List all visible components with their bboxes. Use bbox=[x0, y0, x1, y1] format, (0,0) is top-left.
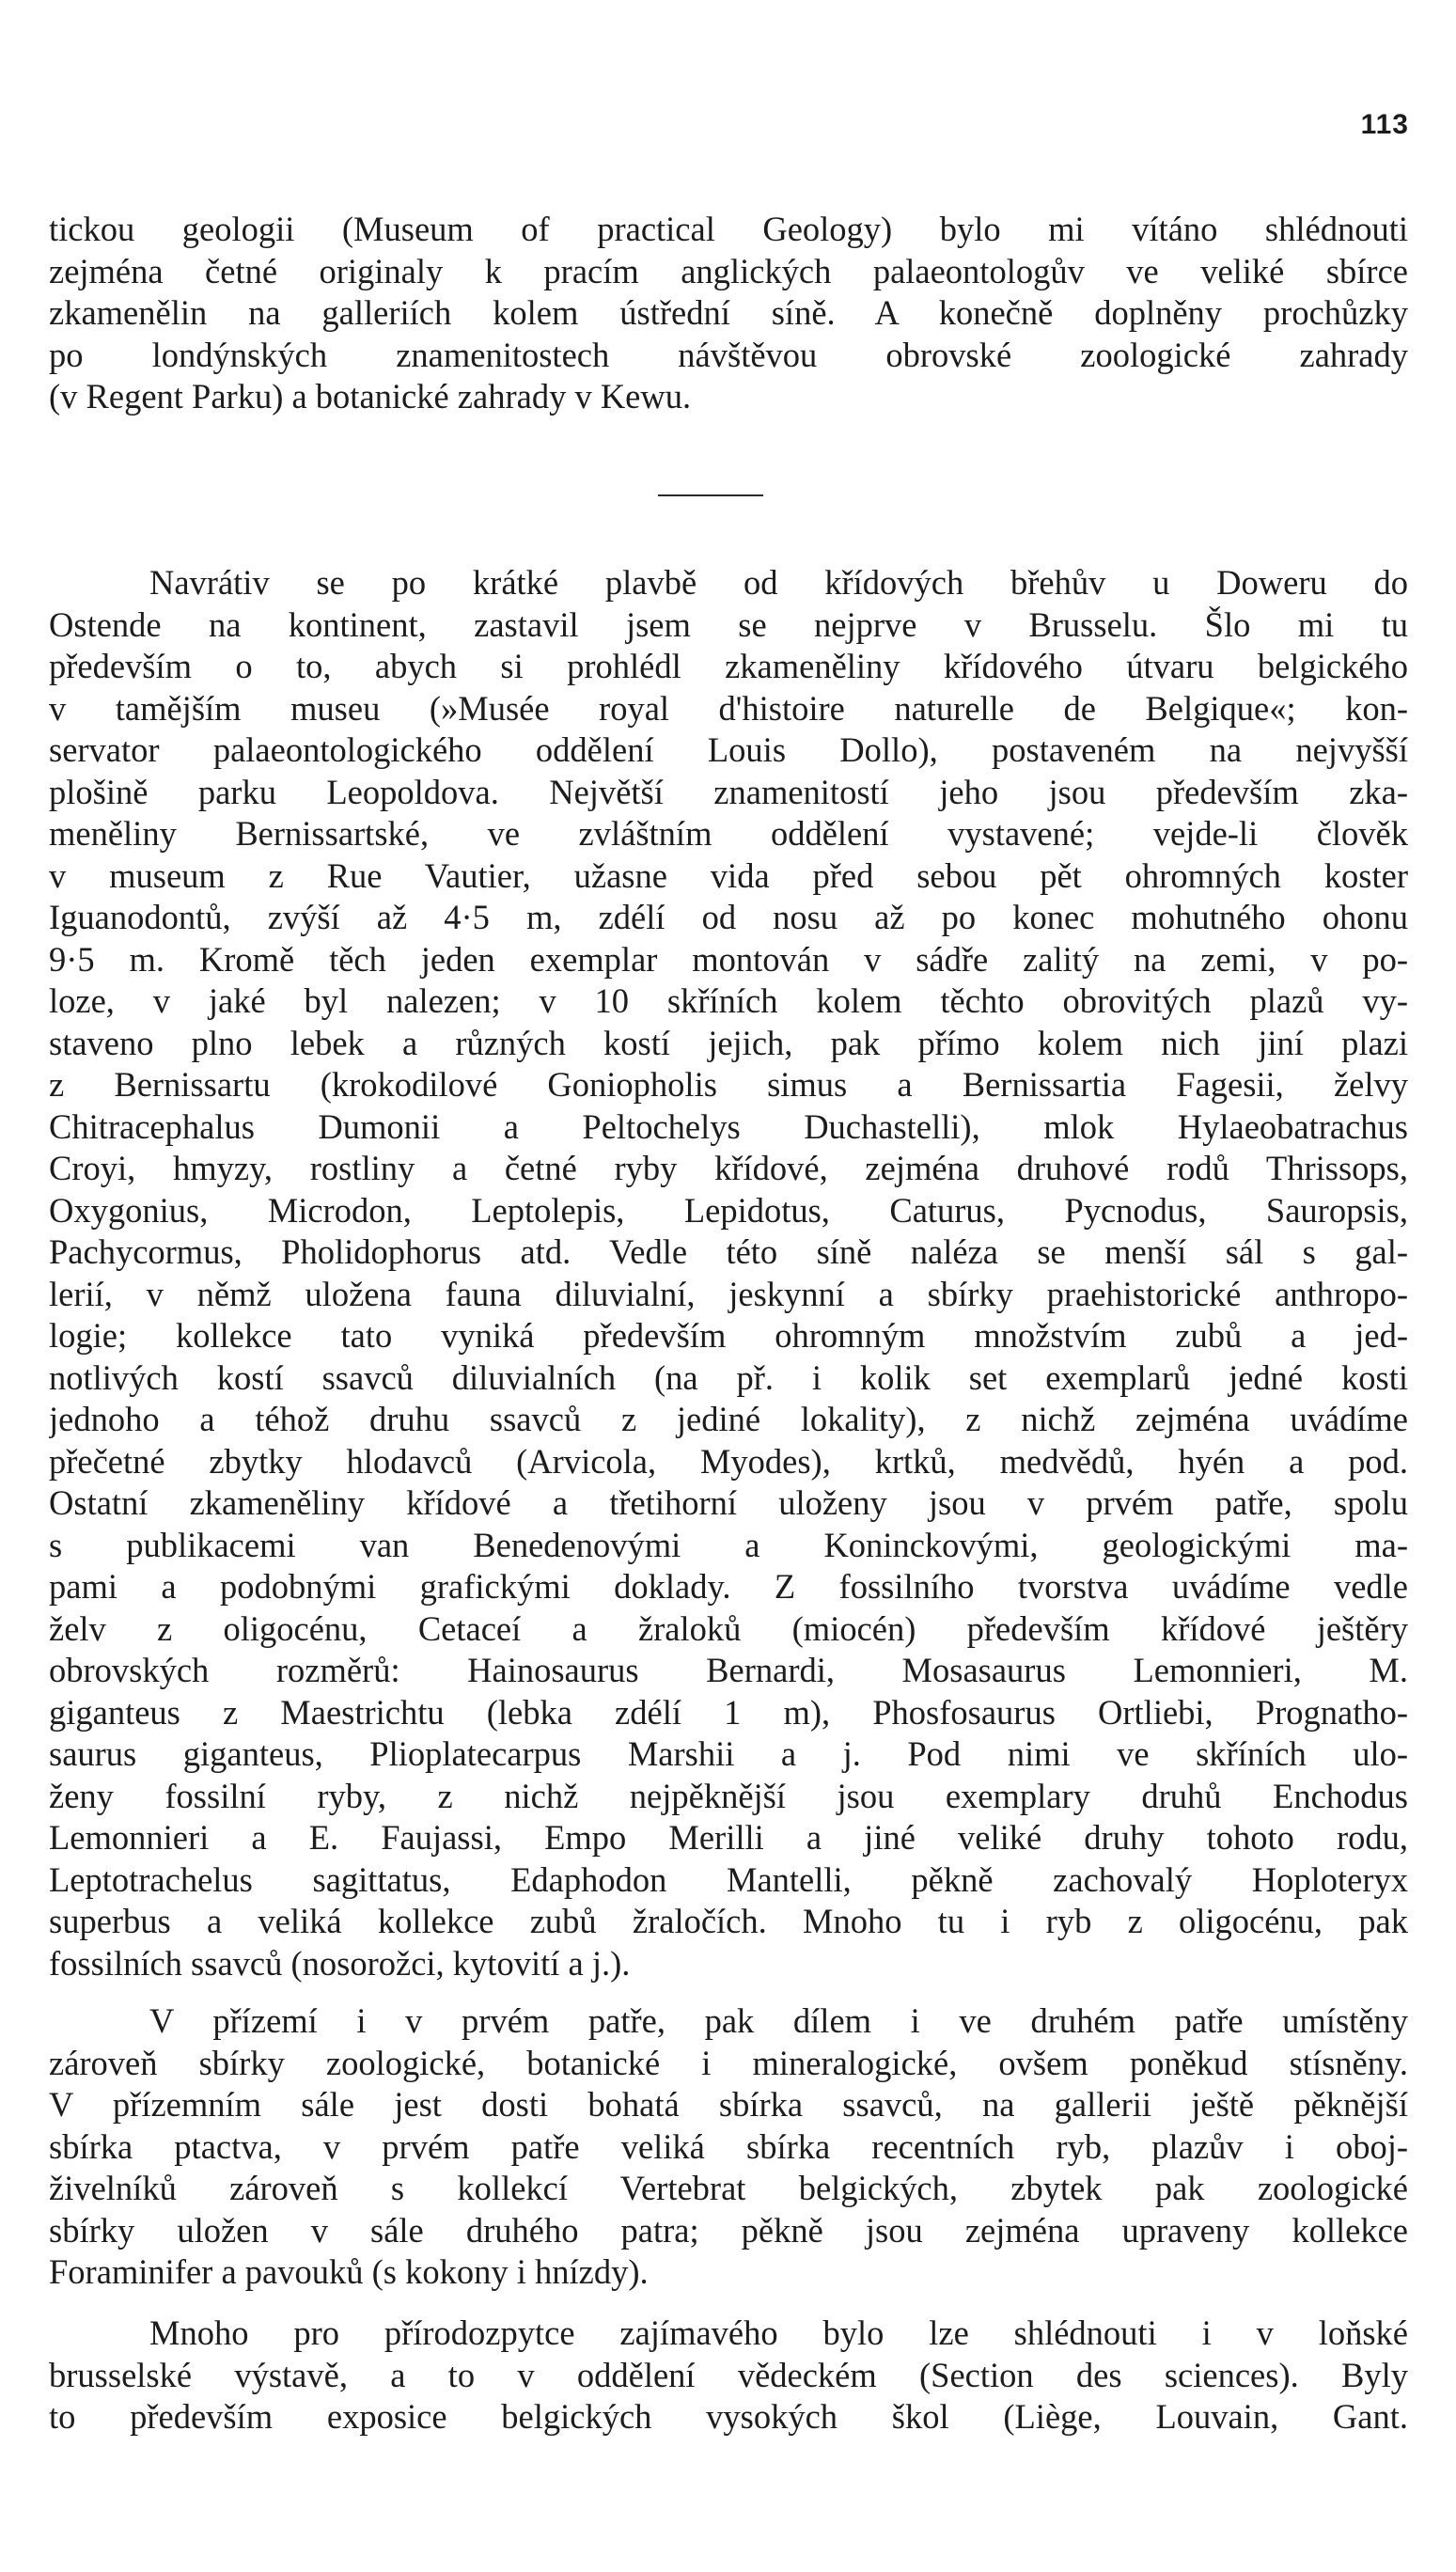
text-line: Pachycormus, Pholidophorus atd. Vedle této síně naléza se menší sál s gal- bbox=[49, 1232, 1408, 1271]
paragraph-continuation bbox=[49, 209, 1408, 418]
text-line: staveno plno lebek a různých kostí jejich, pak přímo kolem nich jiní plazi bbox=[49, 1023, 1408, 1062]
text-line: notlivých kostí ssavců diluvialních (na př. i kolik set exemplarů jedné kosti bbox=[49, 1357, 1408, 1397]
text-line: zejména četné originaly k pracím anglických palaeontologův ve veliké sbírce bbox=[49, 251, 1408, 290]
text-line: Chitracephalus Dumonii a Peltochelys Duchastelli), mlok Hylaeobatrachus bbox=[49, 1106, 1408, 1146]
text-line: obrovských rozměrů: Hainosaurus Bernardi, Mosasaurus Lemonnieri, M. bbox=[49, 1651, 1408, 1689]
text-line: Leptotrachelus sagittatus, Edaphodon Mantelli, pěkně zachovalý Hoploteryx bbox=[49, 1859, 1408, 1899]
text-line: jednoho a téhož druhu ssavců z jediné lokality), z nichž zejména uvádíme bbox=[49, 1400, 1408, 1438]
text-line: v tamějším museu (»Musée royal d'histoire naturelle de Belgique«; kon- bbox=[49, 688, 1408, 728]
text-line: V přízemí i v prvém patře, pak dílem i ve druhém patře umístěny bbox=[149, 2001, 1408, 2040]
text-line: V přízemním sále jest dosti bohatá sbírka ssavců, na gallerii ještě pěknější bbox=[49, 2085, 1408, 2124]
text-line: ženy fossilní ryby, z nichž nejpěknější jsou exemplary druhů Enchodus bbox=[49, 1776, 1408, 1815]
text-line: Ostatní zkameněliny křídové a třetihorní uloženy jsou v prvém patře, spolu bbox=[49, 1483, 1408, 1522]
text-line: přečetné zbytky hlodavců (Arvicola, Myodes), krtků, medvědů, hyén a pod. bbox=[49, 1441, 1408, 1481]
text-line: brusselské výstavě, a to v oddělení vědeckém (Section des sciences). Byly bbox=[49, 2355, 1408, 2394]
text-line: fossilních ssavců (nosorožci, kytovití a j.). bbox=[49, 1943, 631, 1983]
text-line: logie; kollekce tato vyniká především ohromným množstvím zubů a jed- bbox=[49, 1316, 1408, 1355]
text-line: želv z oligocénu, Cetaceí a žraloků (miocén) především křídové ještěry bbox=[49, 1608, 1408, 1648]
text-line: superbus a veliká kollekce zubů žraločích. Mnoho tu i ryb z oligocénu, pak bbox=[49, 1902, 1408, 1940]
text-line: především o to, abych si prohlédl zkameněliny křídového útvaru belgického bbox=[49, 647, 1408, 685]
section-divider bbox=[658, 494, 763, 496]
text-line: živelníků zároveň s kollekcí Vertebrat belgických, zbytek pak zoologické bbox=[49, 2169, 1408, 2207]
text-line: saurus giganteus, Plioplatecarpus Marshii a j. Pod nimi ve skříních ulo- bbox=[49, 1734, 1408, 1773]
paragraph-collections bbox=[49, 2000, 1408, 2294]
text-line: lerií, v němž uložena fauna diluvialní, jeskynní a sbírky praehistorické anthropo- bbox=[49, 1274, 1408, 1313]
text-line: Navrátiv se po krátké plavbě od křídových břehův u Doweru do bbox=[149, 563, 1408, 602]
text-line: tickou geologii (Museum of practical Geology) bylo mi vítáno shlédnouti bbox=[49, 210, 1408, 248]
text-line: Oxygonius, Microdon, Leptolepis, Lepidotus, Caturus, Pycnodus, Sauropsis, bbox=[49, 1190, 1408, 1230]
text-line: sbírka ptactva, v prvém patře veliká sbírka recentních ryb, plazův i oboj- bbox=[49, 2126, 1408, 2166]
text-line: meněliny Bernissartské, ve zvláštním oddělení vystavené; vejde-li člověk bbox=[49, 814, 1408, 853]
text-line: Foraminifer a pavouků (s kokony i hnízdy). bbox=[49, 2252, 649, 2291]
text-line: z Bernissartu (krokodilové Goniopholis simus a Bernissartia Fagesii, želvy bbox=[49, 1065, 1408, 1104]
text-line: Ostende na kontinent, zastavil jsem se nejprve v Brusselu. Šlo mi tu bbox=[49, 604, 1408, 644]
text-line: s publikacemi van Benedenovými a Koninckovými, geologickými ma- bbox=[49, 1525, 1408, 1564]
text-line: po londýnských znamenitostech návštěvou obrovské zoologické zahrady bbox=[49, 335, 1408, 374]
text-line: zároveň sbírky zoologické, botanické i mineralogické, ovšem poněkud stísněny. bbox=[49, 2043, 1408, 2082]
text-line: to především exposice belgických vysokých škol (Liège, Louvain, Gant. bbox=[49, 2397, 1408, 2436]
text-line: loze, v jaké byl nalezen; v 10 skříních kolem těchto obrovitých plazů vy- bbox=[49, 981, 1408, 1020]
text-line: plošině parku Leopoldova. Největší znamenitostí jeho jsou především zka- bbox=[49, 772, 1408, 811]
text-line: Croyi, hmyzy, rostliny a četné ryby křídové, zejména druhové rodů Thrissops, bbox=[49, 1149, 1408, 1187]
text-line: pami a podobnými grafickými doklady. Z fossilního tvorstva uvádíme vedle bbox=[49, 1567, 1408, 1606]
text-line: sbírky uložen v sále druhého patra; pěkně jsou zejména upraveny kollekce bbox=[49, 2210, 1408, 2250]
text-line: v museum z Rue Vautier, užasne vida před sebou pět ohromných koster bbox=[49, 855, 1408, 895]
text-line: Lemonnieri a E. Faujassi, Empo Merilli a jiné veliké druhy tohoto rodu, bbox=[49, 1818, 1408, 1857]
text-line: Iguanodontů, zvýší až 4·5 m, zdélí od nosu až po konec mohutného ohonu bbox=[49, 898, 1408, 936]
text-line: 9·5 m. Kromě těch jeden exemplar montován v sádře zalitý na zemi, v po- bbox=[49, 939, 1408, 979]
text-line: giganteus z Maestrichtu (lebka zdélí 1 m), Phosfosaurus Ortliebi, Prognatho- bbox=[49, 1692, 1408, 1732]
text-line: (v Regent Parku) a botanické zahrady v Kewu. bbox=[49, 377, 692, 416]
text-line: servator palaeontologického oddělení Louis Dollo), postaveném na nejvyšší bbox=[49, 730, 1408, 769]
paragraph-brussels-museum bbox=[49, 562, 1408, 1984]
text-line: Mnoho pro přírodozpytce zajímavého bylo lze shlédnouti i v loňské bbox=[149, 2313, 1408, 2352]
page-number: 113 bbox=[1360, 109, 1409, 140]
paragraph-exhibition bbox=[49, 2313, 1408, 2439]
text-line: zkamenělin na galleriích kolem ústřední síně. A konečně doplněny prochůzky bbox=[49, 293, 1408, 332]
